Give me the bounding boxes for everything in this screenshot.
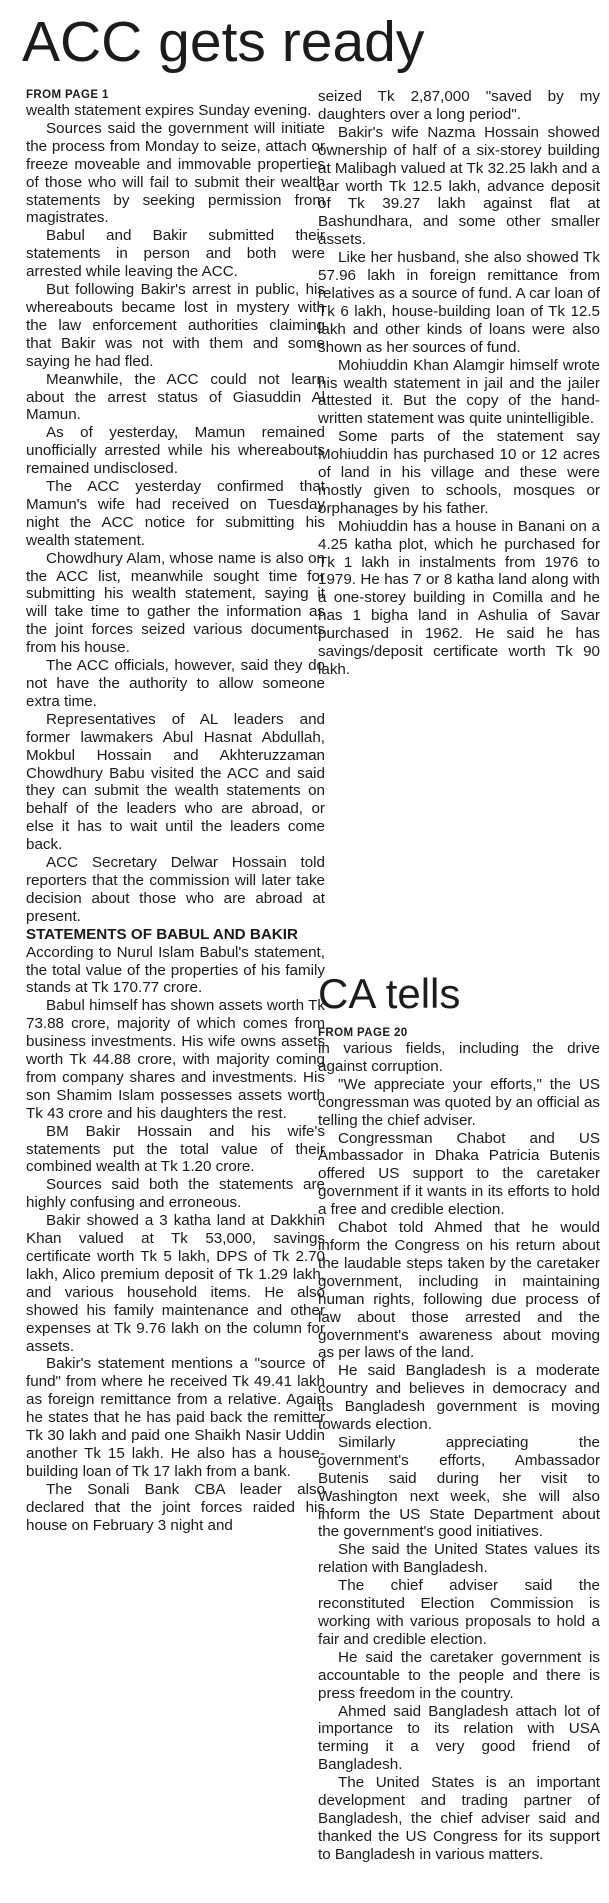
paragraph: in various fields, including the drive against corruption. xyxy=(318,1040,600,1075)
paragraph: The chief adviser said the reconstituted Election Commission is working with various proposals to hold a fair and credible election. xyxy=(318,1577,600,1648)
paragraph: Sources said the government will initiate the process from Monday to seize, attach or freeze moveable and immovable properties of those who will fail to submit their wealth statements by seeking permission from magistrates. xyxy=(26,119,325,227)
article-acc-left-column xyxy=(26,88,325,1535)
paragraph: wealth statement expires Sunday evening. xyxy=(26,102,312,119)
article-headline-acc: ACC gets ready xyxy=(22,10,425,74)
paragraph: ACC Secretary Delwar Hossain told reporters that the commission will later take decision about those who are abroad at present. xyxy=(26,854,325,925)
paragraph: The ACC officials, however, said they do not have the authority to allow someone extra time. xyxy=(26,657,325,710)
paragraph: Some parts of the statement say Mohiuddin has purchased 10 or 12 acres of land in his village and these were mostly given to schools, mosques or orphanages by his father. xyxy=(318,428,600,517)
paragraph: The Sonali Bank CBA leader also declared that the joint forces raided his house on February 3 night and xyxy=(26,1480,325,1534)
paragraph: Bakir's statement mentions a "source of fund" from where he received Tk 49.41 lakh as foreign remittance from a relative. Again he states that he has paid back the remitter Tk 30 lakh and paid one Shaikh Nasir Uddin another Tk 15 lakh. He also has a house-building loan of Tk 17 lakh from a bank. xyxy=(26,1355,325,1480)
paragraph: He said Bangladesh is a moderate country and believes in democracy and its Bangladesh government is moving towards election. xyxy=(318,1362,600,1434)
subheading-statements: STATEMENTS OF BABUL AND BAKIR xyxy=(26,925,298,943)
paragraph: The United States is an important development and trading partner of Bangladesh, the chief adviser said and thanked the US Congress for its support to Bangladesh in various matters. xyxy=(318,1774,600,1863)
paragraph: Mohiuddin has a house in Banani on a 4.25 katha plot, which he purchased for Tk 1 lakh in instalments from 1976 to 1979. He has 7 or 8 katha land along with a one-storey building in Comilla and he has 1 bigha land in Ashulia of Savar purchased in 1962. He said he has savings/deposit certificate worth Tk 90 lakh. xyxy=(318,517,600,678)
paragraph: He said the caretaker government is accountable to the people and there is press freedom in the country. xyxy=(318,1648,600,1702)
paragraph: As of yesterday, Mamun remained unofficially arrested while his whereabouts remained undisclosed. xyxy=(26,424,325,478)
paragraph: Representatives of AL leaders and former lawmakers Abul Hasnat Abdullah, Mokbul Hossain and Akhteruzzaman Chowdhury Babu visited the ACC and said they can submit the wealth statements on behalf of the leaders who are abroad, or else it has to wait until the leaders come back. xyxy=(26,710,325,854)
paragraph: Mohiuddin Khan Alamgir himself wrote his wealth statement in jail and the jailer attested it. But the copy of the hand-written statement was quite unintelligible. xyxy=(318,356,600,428)
paragraph: Bakir's wife Nazma Hossain showed ownership of half of a six-storey building at Malibagh valued at Tk 32.25 lakh and a car worth Tk 12.5 lakh, advance deposit of Tk 39.27 lakh against flat at Bashundhara, and some other smaller assets. xyxy=(318,123,600,249)
article-acc-right-column xyxy=(318,88,600,679)
paragraph: BM Bakir Hossain and his wife's statements put the total value of their combined wealth at Tk 1.20 crore. xyxy=(26,1122,325,1176)
paragraph: "We appreciate your efforts," the US congressman was quoted by an official as telling the chief adviser. xyxy=(318,1075,600,1129)
paragraph: Chabot told Ahmed that he would inform the Congress on his return about the laudable steps taken by the caretaker government, including in maintaining human rights, following due process of law about those arrested and the government's awareness about moving as per laws of the land. xyxy=(318,1219,600,1362)
paragraph: Meanwhile, the ACC could not learn about the arrest status of Giasuddin Al Mamun. xyxy=(26,370,325,424)
paragraph: The ACC yesterday confirmed that Mamun's wife had received on Tuesday night the ACC notice for submitting his wealth statement. xyxy=(26,478,325,549)
article-ca-column xyxy=(318,1026,600,1864)
paragraph: Chowdhury Alam, whose name is also on the ACC list, meanwhile sought time for submitting his wealth statement, saying it will take time to gather the information as the joint forces seized various documents from his house. xyxy=(26,549,325,657)
article-headline-ca-tells: CA tells xyxy=(318,970,461,1017)
paragraph: Similarly appreciating the government's efforts, Ambassador Butenis said during her visit to Washington next week, she will also inform the US State Department about the government's good initiatives. xyxy=(318,1433,600,1541)
paragraph: seized Tk 2,87,000 "saved by my daughters over a long period". xyxy=(318,88,600,123)
jump-line-from-page-20: FROM PAGE 20 xyxy=(318,1027,408,1039)
paragraph: Sources said both the statements are highly confusing and erroneous. xyxy=(26,1176,325,1212)
paragraph: According to Nurul Islam Babul's statement, the total value of the properties of his family stands at Tk 170.77 crore. xyxy=(26,943,325,997)
paragraph: But following Bakir's arrest in public, his whereabouts became lost in mystery with the law enforcement authorities claiming that Bakir was not with them and some saying he had fled. xyxy=(26,281,325,370)
paragraph: Babul and Bakir submitted their statements in person and both were arrested while leaving the ACC. xyxy=(26,227,325,281)
jump-line-from-page-1: FROM PAGE 1 xyxy=(26,89,109,101)
paragraph: She said the United States values its relation with Bangladesh. xyxy=(318,1541,600,1577)
paragraph: Congressman Chabot and US Ambassador in Dhaka Patricia Butenis offered US support to the caretaker government if it wants in its efforts to hold a free and credible election. xyxy=(318,1129,600,1219)
paragraph: Bakir showed a 3 katha land at Dakkhin Khan valued at Tk 53,000, savings certificate worth Tk 5 lakh, DPS of Tk 2.70 lakh, Alico premium deposit of Tk 1.29 lakh, and various household items. He also showed his family maintenance and other expenses at Tk 9.76 lakh on the column for assets. xyxy=(26,1212,325,1355)
paragraph: Ahmed said Bangladesh attach lot of importance to its relation with USA terming it a very good friend of Bangladesh. xyxy=(318,1702,600,1774)
paragraph: Like her husband, she also showed Tk 57.96 lakh in foreign remittance from relatives as a source of fund. A car loan of Tk 6 lakh, house-building loan of Tk 12.5 lakh and other kinds of loans were also shown as her sources of fund. xyxy=(318,249,600,356)
paragraph: Babul himself has shown assets worth Tk 73.88 crore, majority of which comes from business investments. His wife owns assets worth Tk 44.88 crore, with majority coming from company shares and investments. His son Shamim Islam possesses assets worth Tk 43 crore and his daughters the rest. xyxy=(26,997,325,1122)
